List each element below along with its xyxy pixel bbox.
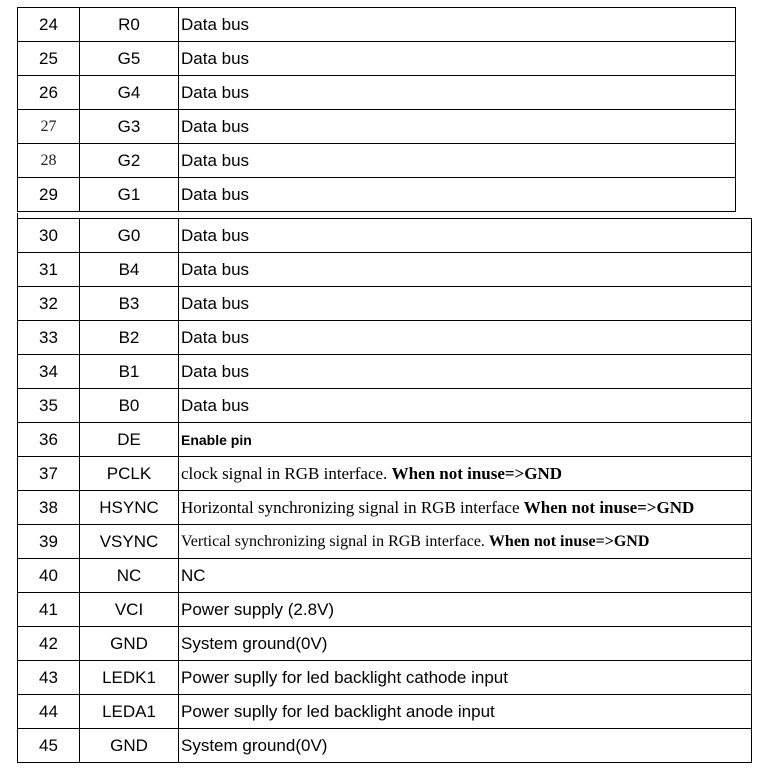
pin-description: Data bus <box>179 8 736 42</box>
pin-number: 44 <box>18 695 80 729</box>
table-row <box>18 695 752 729</box>
pin-number: 41 <box>18 593 80 627</box>
pin-signal: B0 <box>80 389 179 423</box>
table-row <box>18 8 736 42</box>
table-row <box>18 76 736 110</box>
table-row <box>18 219 752 253</box>
pin-number: 31 <box>18 253 80 287</box>
pin-description: Power supply (2.8V) <box>179 593 752 627</box>
table-row <box>18 42 736 76</box>
pin-number: 26 <box>18 76 80 110</box>
pin-description: Data bus <box>179 42 736 76</box>
pin-number: 30 <box>18 219 80 253</box>
pin-signal: HSYNC <box>80 491 179 525</box>
pin-signal: GND <box>80 729 179 763</box>
pin-number: 29 <box>18 178 80 212</box>
pin-number: 42 <box>18 627 80 661</box>
pin-description: System ground(0V) <box>179 729 752 763</box>
table-row <box>18 178 736 212</box>
pin-signal: G5 <box>80 42 179 76</box>
pin-description: Vertical synchronizing signal in RGB interface. <box>181 532 485 550</box>
pin-signal: GND <box>80 627 179 661</box>
pin-description: Data bus <box>179 144 736 178</box>
pin-description-cell <box>179 491 752 525</box>
pin-number: 28 <box>18 144 80 178</box>
pin-signal: B1 <box>80 355 179 389</box>
pin-description: Power suplly for led backlight anode input <box>179 695 752 729</box>
pin-number: 37 <box>18 457 80 491</box>
pin-number: 39 <box>18 525 80 559</box>
pin-description: Data bus <box>179 287 752 321</box>
pin-number: 40 <box>18 559 80 593</box>
pin-table-bottom <box>17 218 752 763</box>
pin-note: When not inuse=>GND <box>523 497 695 517</box>
pin-description: Data bus <box>179 355 752 389</box>
pin-signal: G4 <box>80 76 179 110</box>
pin-number: 45 <box>18 729 80 763</box>
table-row <box>18 253 752 287</box>
pin-signal: LEDK1 <box>80 661 179 695</box>
table-row <box>18 491 752 525</box>
table-row <box>18 729 752 763</box>
pin-signal: B2 <box>80 321 179 355</box>
pin-number: 36 <box>18 423 80 457</box>
table-row <box>18 423 752 457</box>
pin-description: Data bus <box>179 110 736 144</box>
pin-description: System ground(0V) <box>179 627 752 661</box>
pin-description: Data bus <box>179 178 736 212</box>
pin-description: Horizontal synchronizing signal in RGB interface <box>181 497 520 517</box>
pin-number: 34 <box>18 355 80 389</box>
pin-signal: VCI <box>80 593 179 627</box>
pin-signal: R0 <box>80 8 179 42</box>
table-row <box>18 287 752 321</box>
table-row <box>18 593 752 627</box>
pin-signal: G0 <box>80 219 179 253</box>
pin-number: 25 <box>18 42 80 76</box>
pin-table-top <box>17 7 736 212</box>
pin-signal: G3 <box>80 110 179 144</box>
pin-number: 38 <box>18 491 80 525</box>
pin-signal: B3 <box>80 287 179 321</box>
pin-description: Data bus <box>179 219 752 253</box>
table-row <box>18 389 752 423</box>
pin-description: Power suplly for led backlight cathode input <box>179 661 752 695</box>
pin-signal: LEDA1 <box>80 695 179 729</box>
pin-signal: NC <box>80 559 179 593</box>
pin-number: 32 <box>18 287 80 321</box>
table-row <box>18 355 752 389</box>
pin-number: 27 <box>18 110 80 144</box>
table-row <box>18 661 752 695</box>
pin-signal: VSYNC <box>80 525 179 559</box>
pin-description: clock signal in RGB interface. <box>181 463 388 483</box>
table-row <box>18 525 752 559</box>
pin-description: Data bus <box>179 389 752 423</box>
table-row <box>18 144 736 178</box>
pin-number: 33 <box>18 321 80 355</box>
pin-note: When not inuse=>GND <box>488 532 650 550</box>
pin-description-cell <box>179 457 752 491</box>
pin-number: 24 <box>18 8 80 42</box>
pin-number: 35 <box>18 389 80 423</box>
table-row <box>18 321 752 355</box>
table-row <box>18 457 752 491</box>
pin-description-cell <box>179 525 752 559</box>
table-row <box>18 559 752 593</box>
pin-signal: DE <box>80 423 179 457</box>
pin-note: When not inuse=>GND <box>391 463 563 483</box>
pin-signal: B4 <box>80 253 179 287</box>
pin-signal: PCLK <box>80 457 179 491</box>
pin-description: Data bus <box>179 253 752 287</box>
table-row <box>18 110 736 144</box>
pin-description: Data bus <box>179 76 736 110</box>
pin-description: Enable pin <box>179 423 752 457</box>
pin-description: NC <box>179 559 752 593</box>
pin-signal: G1 <box>80 178 179 212</box>
pin-signal: G2 <box>80 144 179 178</box>
pin-number: 43 <box>18 661 80 695</box>
table-row <box>18 627 752 661</box>
pin-description: Data bus <box>179 321 752 355</box>
